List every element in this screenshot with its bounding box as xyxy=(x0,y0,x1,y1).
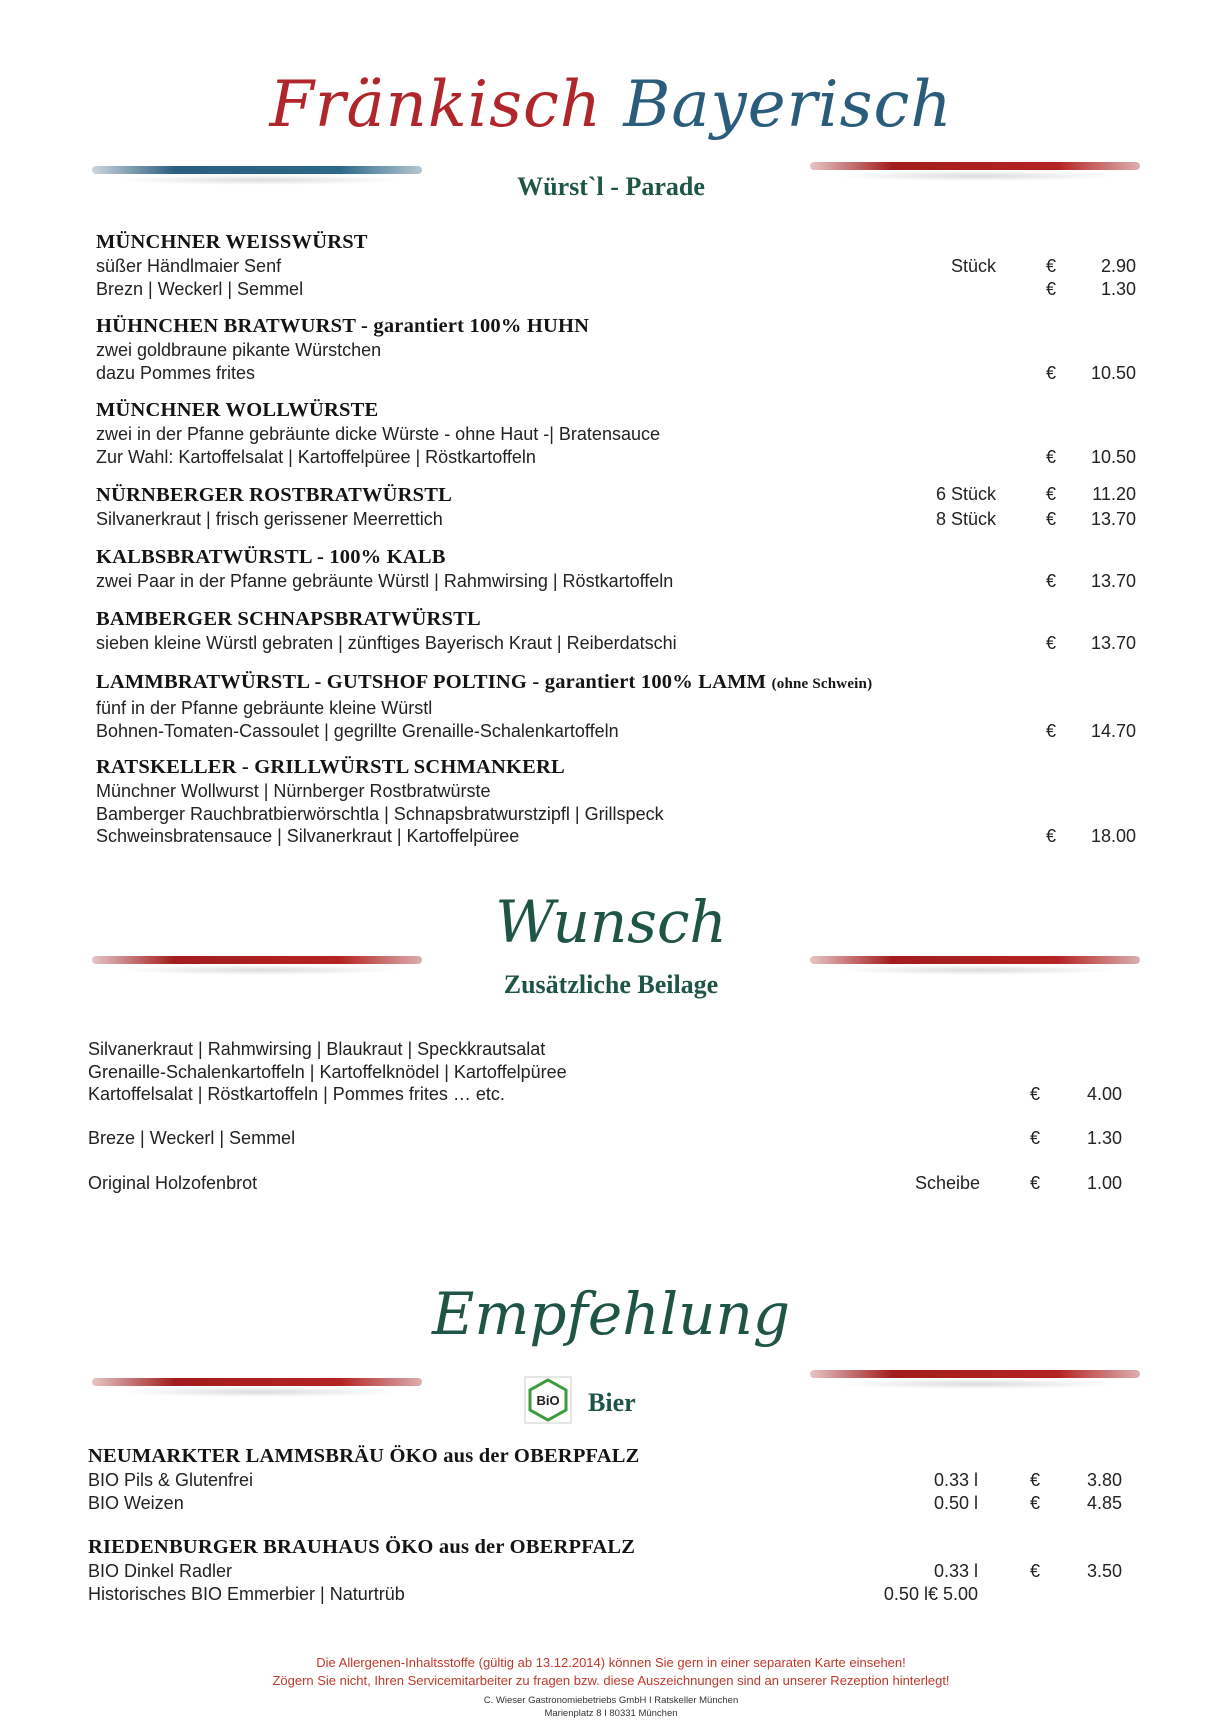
brush-stroke-right-red-3 xyxy=(810,1370,1140,1378)
menu-line xyxy=(96,339,1136,362)
line-quantity: 0.50 l€ 5.00 xyxy=(883,1583,978,1604)
menu-line xyxy=(88,1469,1128,1492)
empfehlung-title: Empfehlung xyxy=(432,1280,790,1348)
line-quantity: 8 Stück xyxy=(935,509,996,529)
line-currency: € xyxy=(1045,256,1056,276)
line-currency: € xyxy=(1045,720,1056,741)
allergen-notice-line1: Die Allergenen-Inhaltsstoffe (gültig ab 13.12.2014) können Sie gern in einer separaten Karte einsehen! xyxy=(316,1655,906,1670)
line-text: fünf in der Pfanne gebräunte kleine Würstl xyxy=(96,698,433,718)
menu-item xyxy=(96,483,1136,531)
menu-item xyxy=(96,607,1136,655)
menu-line xyxy=(96,570,1136,593)
line-text: BIO Weizen xyxy=(88,1492,184,1513)
company-address: Marienplatz 8 I 80331 München xyxy=(544,1708,678,1719)
menu-line xyxy=(96,720,1136,743)
line-currency: € xyxy=(1045,446,1056,467)
item-title-note: (ohne Schwein) xyxy=(771,676,873,692)
allergen-notice xyxy=(0,1654,1222,1690)
item-title-text: MÜNCHNER WOLLWÜRSTE xyxy=(96,399,379,421)
menu-line xyxy=(96,780,1136,803)
section-subtitle-bier: Bier xyxy=(588,1388,636,1417)
main-title-part2: Bayerisch xyxy=(623,68,953,142)
line-currency: € xyxy=(1045,633,1056,653)
bier-group-title: NEUMARKTER LAMMSBRÄU ÖKO aus der OBERPFALZ xyxy=(88,1445,640,1467)
item-title xyxy=(96,607,1136,632)
menu-line xyxy=(96,632,1136,655)
bier-group xyxy=(88,1444,1128,1514)
company-name: C. Wieser Gastronomiebetriebs GmbH I Ratskeller München xyxy=(483,1695,739,1706)
line-price: 1.30 xyxy=(1086,1128,1122,1148)
wunsch-title: Wunsch xyxy=(495,888,727,956)
line-quantity: 0.50 l xyxy=(933,1492,978,1513)
line-text: Schweinsbratensauce | Silvanerkraut | Kartoffelpüree xyxy=(96,826,520,846)
line-price: 1.30 xyxy=(1100,278,1136,299)
menu-line xyxy=(88,1127,1128,1150)
menu-item xyxy=(96,670,1136,742)
item-title xyxy=(96,670,1136,697)
line-price: 18.00 xyxy=(1090,826,1136,846)
menu-line xyxy=(88,1038,1128,1061)
line-quantity: Stück xyxy=(950,256,996,276)
item-title-text: KALBSBRATWÜRSTL - 100% KALB xyxy=(96,546,446,568)
menu-line xyxy=(88,1083,1128,1106)
beilage-group xyxy=(88,1172,1128,1195)
main-title xyxy=(0,68,1222,142)
line-text: süßer Händlmaier Senf xyxy=(96,256,282,276)
line-currency: € xyxy=(1029,1128,1040,1148)
brush-stroke-right-red-2 xyxy=(810,956,1140,964)
menu-line xyxy=(96,483,1136,508)
menu-line xyxy=(88,1583,1128,1606)
item-title xyxy=(96,314,1136,339)
line-currency: € xyxy=(1029,1173,1040,1193)
item-title xyxy=(96,230,1136,255)
company-info xyxy=(0,1694,1222,1720)
menu-item xyxy=(96,230,1136,300)
menu-item xyxy=(96,545,1136,593)
line-text: dazu Pommes frites xyxy=(96,362,256,383)
menu-line xyxy=(88,1172,1128,1195)
brush-stroke-left-red-2 xyxy=(92,956,422,964)
menu-line xyxy=(96,423,1136,446)
line-price: 10.50 xyxy=(1090,362,1136,383)
bier-group xyxy=(88,1535,1128,1605)
line-price: 4.85 xyxy=(1086,1492,1122,1513)
line-text: Original Holzofenbrot xyxy=(88,1173,258,1193)
line-text: zwei goldbraune pikante Würstchen xyxy=(96,340,382,360)
menu-line xyxy=(96,446,1136,469)
main-title-part1: Fränkisch xyxy=(269,68,602,142)
menu-line xyxy=(96,697,1136,720)
item-title-text: BAMBERGER SCHNAPSBRATWÜRSTL xyxy=(96,608,481,630)
line-currency: € xyxy=(1045,571,1056,591)
line-text: Kartoffelsalat | Röstkartoffeln | Pommes frites … etc. xyxy=(88,1084,505,1104)
menu-line xyxy=(96,255,1136,278)
brush-stroke-left-red-3 xyxy=(92,1378,422,1386)
line-price: 13.70 xyxy=(1090,571,1136,591)
line-text: zwei Paar in der Pfanne gebräunte Würstl | Rahmwirsing | Röstkartoffeln xyxy=(96,571,674,591)
menu-item xyxy=(96,398,1136,468)
item-title-text: HÜHNCHEN BRATWURST - garantiert 100% HUHN xyxy=(96,315,590,337)
menu-line xyxy=(96,803,1136,826)
line-text: Historisches BIO Emmerbier | Naturtrüb xyxy=(88,1583,405,1604)
line-text: Münchner Wollwurst | Nürnberger Rostbratwürste xyxy=(96,781,491,801)
line-price: 1.00 xyxy=(1086,1173,1122,1193)
item-title-text: LAMMBRATWÜRSTL - GUTSHOF POLTING - garantiert 100% LAMM xyxy=(96,671,772,693)
menu-line xyxy=(88,1492,1128,1515)
line-text: zwei in der Pfanne gebräunte dicke Würste - ohne Haut -| Bratensauce xyxy=(96,424,660,444)
line-currency: € xyxy=(1045,484,1056,504)
item-title-text: RATSKELLER - GRILLWÜRSTL SCHMANKERL xyxy=(96,756,565,778)
line-price: 3.80 xyxy=(1086,1470,1122,1490)
line-text: Silvanerkraut | frisch gerissener Meerrettich xyxy=(96,509,443,529)
line-currency: € xyxy=(1045,509,1056,529)
line-quantity: Scheibe xyxy=(914,1173,980,1193)
line-currency: € xyxy=(1045,278,1056,299)
beilage-group xyxy=(88,1038,1128,1106)
line-currency: € xyxy=(1029,1470,1040,1490)
line-quantity: 0.33 l xyxy=(933,1470,978,1490)
line-price: 3.50 xyxy=(1086,1561,1122,1581)
menu-line xyxy=(88,1061,1128,1084)
item-title xyxy=(96,398,1136,423)
line-currency: € xyxy=(1045,826,1056,846)
menu-line xyxy=(96,508,1136,531)
line-quantity: 0.33 l xyxy=(933,1561,978,1581)
line-price: 13.70 xyxy=(1090,509,1136,529)
menu-item xyxy=(96,314,1136,384)
line-text: BIO Pils & Glutenfrei xyxy=(88,1470,254,1490)
line-currency: € xyxy=(1029,1492,1040,1513)
line-text: Grenaille-Schalenkartoffeln | Kartoffelknödel | Kartoffelpüree xyxy=(88,1061,567,1082)
line-text: Breze | Weckerl | Semmel xyxy=(88,1128,296,1148)
section-subtitle-wurst: Würst`l - Parade xyxy=(517,172,705,201)
line-text: Brezn | Weckerl | Semmel xyxy=(96,278,304,299)
line-price: 2.90 xyxy=(1100,256,1136,276)
menu-line xyxy=(88,1560,1128,1583)
item-title xyxy=(96,545,1136,570)
menu-item xyxy=(96,755,1136,848)
item-title-text: MÜNCHNER WEISSWÜRST xyxy=(96,231,368,253)
line-text: BIO Dinkel Radler xyxy=(88,1561,233,1581)
line-text: Silvanerkraut | Rahmwirsing | Blaukraut | Speckkrautsalat xyxy=(88,1039,546,1059)
item-title xyxy=(96,755,1136,780)
allergen-notice-line2: Zögern Sie nicht, Ihren Servicemitarbeiter zu fragen bzw. diese Auszeichnungen sind an unserer Rezeption hinterlegt! xyxy=(272,1673,950,1688)
line-text: Bohnen-Tomaten-Cassoulet | gegrillte Grenaille-Schalenkartoffeln xyxy=(96,720,619,741)
line-currency: € xyxy=(1029,1084,1040,1104)
line-price: 13.70 xyxy=(1090,633,1136,653)
line-price: 14.70 xyxy=(1090,720,1136,741)
line-quantity: 6 Stück xyxy=(935,484,996,504)
menu-line xyxy=(96,825,1136,848)
bier-group-title: RIEDENBURGER BRAUHAUS ÖKO aus der OBERPFALZ xyxy=(88,1536,636,1558)
line-text: Zur Wahl: Kartoffelsalat | Kartoffelpüree | Röstkartoffeln xyxy=(96,446,536,467)
bio-logo-icon xyxy=(524,1376,572,1424)
menu-line xyxy=(96,278,1136,301)
line-price: 10.50 xyxy=(1090,446,1136,467)
line-currency: € xyxy=(1045,362,1056,383)
line-price: 4.00 xyxy=(1086,1084,1122,1104)
line-price: 11.20 xyxy=(1092,484,1136,504)
brush-stroke-right-red xyxy=(810,162,1140,170)
beilage-group xyxy=(88,1127,1128,1150)
bio-logo-text: BiO xyxy=(536,1393,560,1408)
menu-line xyxy=(96,362,1136,385)
section-subtitle-beilage: Zusätzliche Beilage xyxy=(503,970,719,999)
line-currency: € xyxy=(1029,1561,1040,1581)
line-text: sieben kleine Würstl gebraten | zünftiges Bayerisch Kraut | Reiberdatschi xyxy=(96,633,677,653)
line-text: Bamberger Rauchbratbierwörschtla | Schnapsbratwurstzipfl | Grillspeck xyxy=(96,803,664,824)
item-title-text: NÜRNBERGER ROSTBRATWÜRSTL xyxy=(96,484,453,506)
